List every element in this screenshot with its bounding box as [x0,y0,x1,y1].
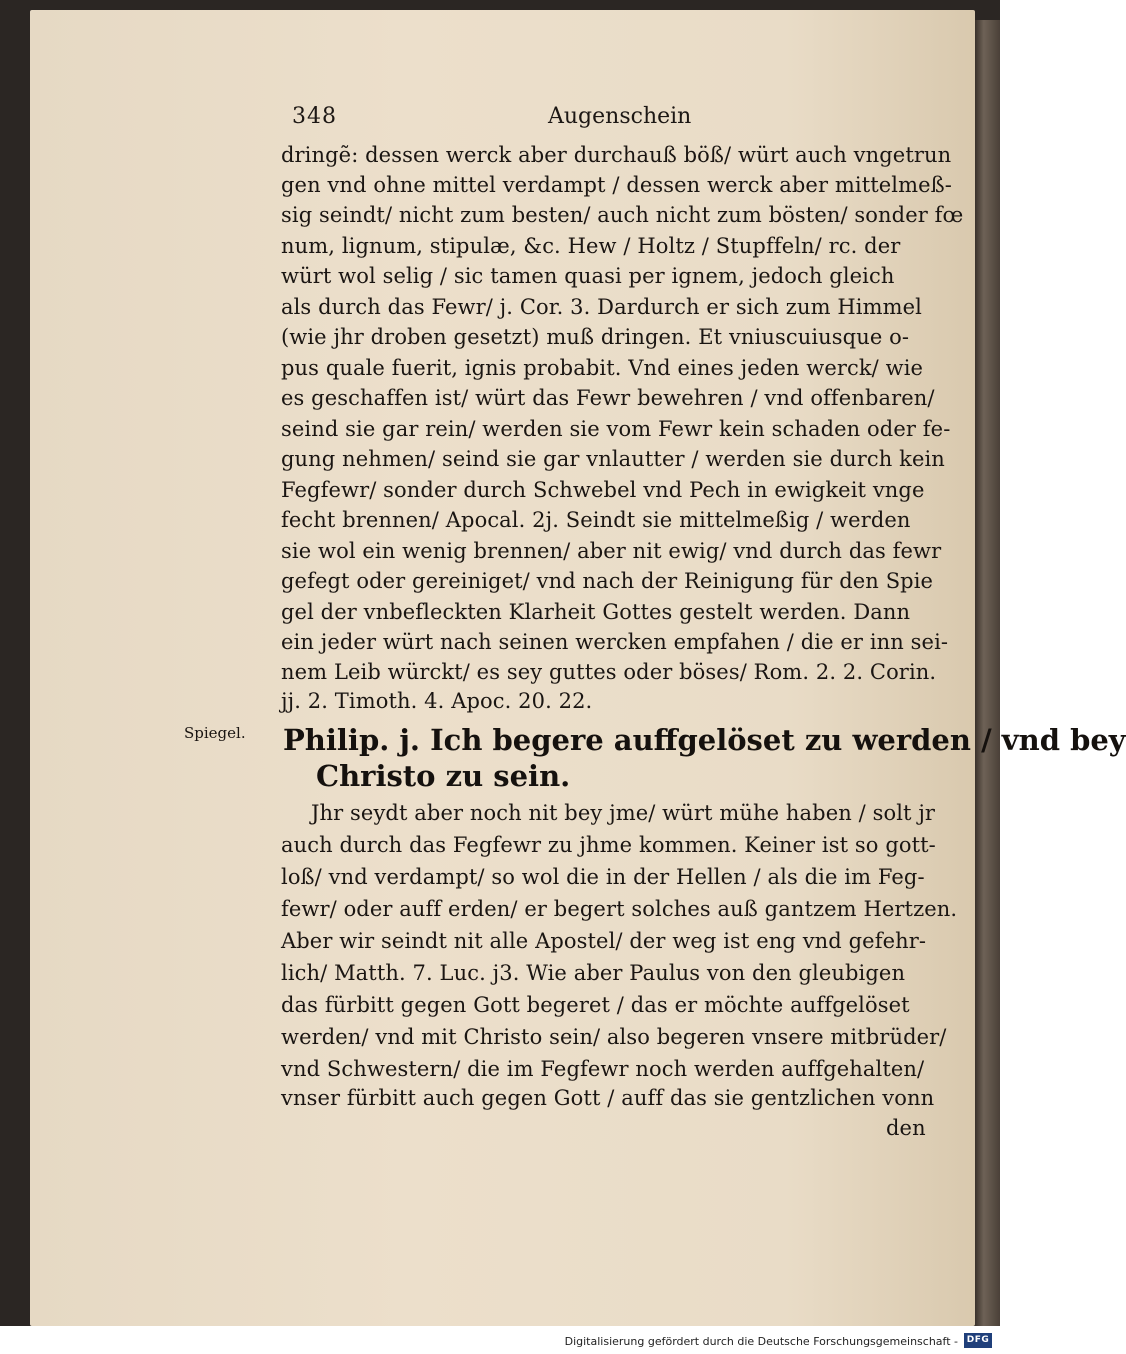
text-line: fewr/ oder auff erden/ er begert solches auß gantzem Hertzen. [281,897,958,921]
text-line: gefegt oder gereiniget/ vnd nach der Reinigung für den Spie [281,569,934,593]
text-line: gen vnd ohne mittel verdampt / dessen werck aber mittelmeß- [281,173,952,197]
text-line: als durch das Fewr/ j. Cor. 3. Dardurch er sich zum Himmel [281,295,922,319]
text-line: würt wol selig / sic tamen quasi per ignem, jedoch gleich [281,264,895,288]
text-line: seind sie gar rein/ werden sie vom Fewr kein schaden oder fe- [281,417,951,441]
text-line: es geschaffen ist/ würt das Fewr bewehren / vnd offenbaren/ [281,386,935,410]
text-line: lich/ Matth. 7. Luc. j3. Wie aber Paulus von den gleubigen [281,961,906,985]
text-line: vnser fürbitt auch gegen Gott / auff das sie gentzlichen vonn [281,1086,935,1110]
heading-line: Christo zu sein. [316,759,571,793]
footer-credit: Digitalisierung gefördert durch die Deutsche Forschungsgemeinschaft - [564,1335,958,1348]
text-line: sie wol ein wenig brennen/ aber nit ewig/ vnd durch das fewr [281,539,942,563]
margin-note: Spiegel. [184,724,246,742]
running-head: Augenschein [548,104,692,129]
text-line: sig seindt/ nicht zum besten/ auch nicht zum bösten/ sonder fœ [281,203,964,227]
text-line: Jhr seydt aber noch nit bey jme/ würt mühe haben / solt jr [311,801,936,825]
catchword: den [886,1116,926,1140]
text-line: (wie jhr droben gesetzt) muß dringen. Et vniuscuiusque o- [281,325,910,349]
text-line: jj. 2. Timoth. 4. Apoc. 20. 22. [281,689,593,713]
page-header [292,104,712,140]
text-line: Aber wir seindt nit alle Apostel/ der weg ist eng vnd gefehr- [281,929,927,953]
text-line: num, lignum, stipulæ, &c. Hew / Holtz / Stupffeln/ rc. der [281,234,901,258]
text-line: das fürbitt gegen Gott begeret / das er möchte auffgelöset [281,993,910,1017]
text-line: werden/ vnd mit Christo sein/ also begeren vnsere mitbrüder/ [281,1025,947,1049]
text-line: gung nehmen/ seind sie gar vnlautter / werden sie durch kein [281,447,945,471]
heading-line: Philip. j. Ich begere auffgelöset zu werden / vnd bey [283,723,1126,757]
text-line: auch durch das Fegfewr zu jhme kommen. Keiner ist so gott- [281,833,936,857]
text-line: pus quale fuerit, ignis probabit. Vnd eines jeden werck/ wie [281,356,924,380]
text-line: loß/ vnd verdampt/ so wol die in der Hellen / als die im Feg- [281,865,925,889]
text-line: nem Leib würckt/ es sey guttes oder böses/ Rom. 2. 2. Corin. [281,660,937,684]
text-line: ein jeder würt nach seinen wercken empfahen / die er inn sei- [281,630,949,654]
page-number: 348 [292,104,337,129]
page-edge [975,20,1000,1326]
text-line: fecht brennen/ Apocal. 2j. Seindt sie mittelmeßig / werden [281,508,911,532]
text-line: Fegfewr/ sonder durch Schwebel vnd Pech in ewigkeit vnge [281,478,925,502]
text-line: gel der vnbefleckten Klarheit Gottes gestelt werden. Dann [281,600,911,624]
text-line: dringẽ: dessen werck aber durchauß böß/ würt auch vngetrun [281,143,952,167]
text-line: vnd Schwestern/ die im Fegfewr noch werden auffgehalten/ [281,1057,925,1081]
dfg-logo[interactable]: DFG [964,1333,992,1348]
